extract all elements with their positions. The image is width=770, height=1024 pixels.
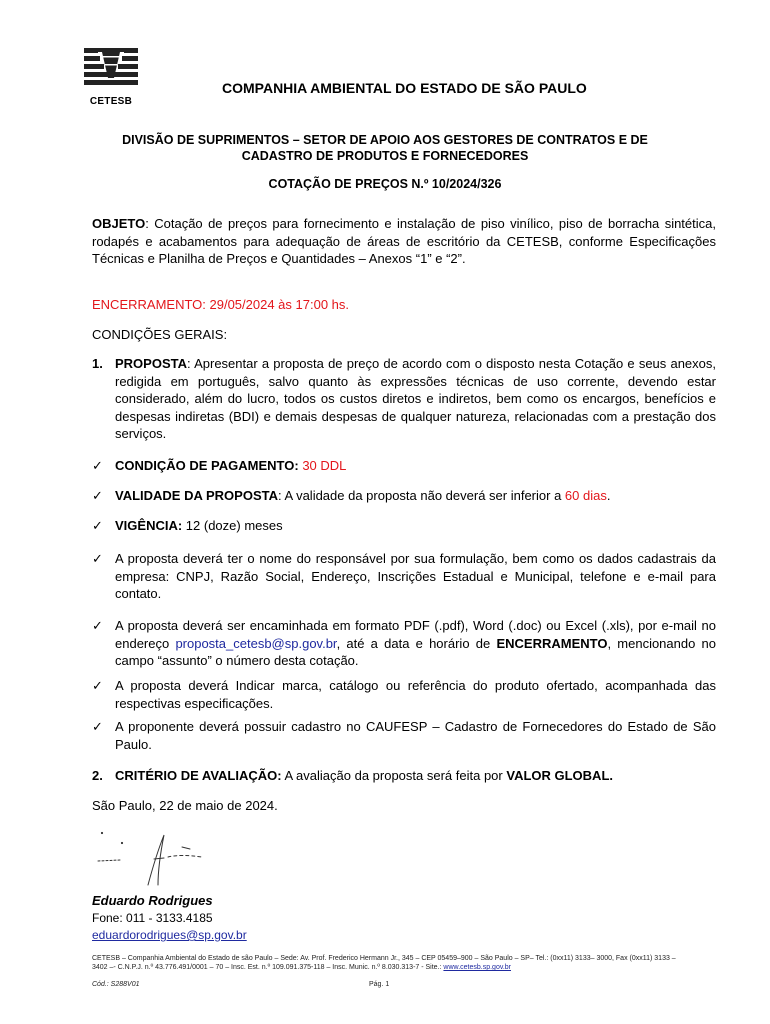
check-icon: ✓: [92, 551, 103, 566]
encaminhada-text-3: , mencionando no campo “assunto” o número desta cotação.: [115, 635, 717, 668]
criterio-label: CRITÉRIO DE AVALIAÇÃO:: [115, 768, 282, 783]
encaminhada-text-1: A proposta deverá ser encaminhada em formato PDF (.pdf), Word (.doc) ou Excel (.xls), por e-mail no endereço: [115, 618, 716, 651]
division-line-1: DIVISÃO DE SUPRIMENTOS – SETOR DE APOIO AOS GESTORES DE CONTRATOS E DE: [122, 133, 648, 147]
signature-scribble: [92, 825, 222, 895]
criterio-text: A avaliação da proposta será feita por: [281, 768, 507, 783]
check-icon: ✓: [92, 618, 103, 633]
vigencia-label: VIGÊNCIA:: [115, 518, 183, 533]
item-proposta: [92, 355, 716, 443]
company-name: COMPANHIA AMBIENTAL DO ESTADO DE SÃO PAULO: [222, 80, 587, 96]
validade-label: VALIDADE DA PROPOSTA: [115, 488, 278, 503]
footer-site-link[interactable]: www.cetesb.sp.gov.br: [443, 964, 511, 971]
document-code: Cód.: S288V01: [92, 981, 140, 988]
signature-email-link[interactable]: eduardorodrigues@sp.gov.br: [92, 928, 247, 942]
check-icon: ✓: [92, 719, 103, 734]
proposta-text: : Apresentar a proposta de preço de acordo com o disposto nesta Cotação e seus anexos, redigida em português, salvo quanto às expressões técnicas de uso corrente, devendo estar considerado, além do lucro, todos os custos diretos e indiretos, bem como os encargos, benefícios e despesas indiretas (BDI) e demais despesas de qualquer natureza, relacionadas com a prestação dos serviços.: [115, 356, 716, 441]
footer-address: [92, 954, 692, 972]
item-nome-responsavel: [92, 550, 716, 603]
objeto-text: : Cotação de preços para fornecimento e instalação de piso vinílico, piso de borracha sintética, rodapés e acabamentos para adequação de áreas de escritório da CETESB, conforme Especificações Técnicas e Planilha de Preços e Quantidades – Anexos “1” e “2”.: [92, 216, 716, 266]
validade-text: : A validade da proposta não deverá ser inferior a: [278, 488, 565, 503]
proposal-email-link[interactable]: proposta_cetesb@sp.gov.br: [175, 635, 337, 651]
page-number: Pág. 1: [369, 981, 390, 988]
validade-value: 60 dias: [564, 488, 607, 503]
item-vigencia: [92, 517, 716, 535]
pagamento-label: CONDIÇÃO DE PAGAMENTO:: [115, 458, 299, 473]
proposta-label: PROPOSTA: [115, 356, 187, 371]
check-icon: ✓: [92, 678, 103, 693]
item-validade: [92, 487, 716, 505]
vigencia-text: 12 (doze) meses: [185, 518, 283, 533]
nome-responsavel-text: A proposta deverá ter o nome do responsável por sua formulação, bem como os dados cadastrais da empresa: CNPJ, Razão Social, Endereço, Inscrições Estadual e Municipal, telefone e e-mail para contato.: [115, 551, 716, 601]
objeto-label: OBJETO: [92, 216, 146, 231]
quote-title: COTAÇÃO DE PREÇOS N.º 10/2024/326: [268, 177, 502, 191]
check-icon: ✓: [92, 518, 103, 533]
pagamento-value: 30 DDL: [302, 458, 347, 473]
item-caufesp: [92, 718, 716, 753]
caufesp-text: A proponente deverá possuir cadastro no CAUFESP – Cadastro de Fornecedores do Estado de São Paulo.: [115, 719, 716, 752]
encaminhada-bold: ENCERRAMENTO: [496, 635, 608, 651]
signature-name: Eduardo Rodrigues: [92, 893, 213, 908]
item-number: 2.: [92, 768, 103, 783]
item-criterio: [92, 767, 716, 785]
date-line: São Paulo, 22 de maio de 2024.: [92, 798, 278, 813]
encerramento: ENCERRAMENTO: 29/05/2024 às 17:00 hs.: [92, 297, 349, 312]
objeto-paragraph: [92, 215, 716, 268]
item-marca: [92, 677, 716, 712]
signature-phone: Fone: 011 - 3133.4185: [92, 911, 213, 925]
division-line-2: CADASTRO DE PRODUTOS E FORNECEDORES: [241, 149, 529, 163]
division-title: [80, 132, 690, 164]
criterio-bold: VALOR GLOBAL.: [506, 768, 613, 783]
footer-text: CETESB – Companhia Ambiental do Estado de são Paulo – Sede: Av. Prof. Frederico Hermann Jr., 345 – CEP 05459–900 – São Paulo – SP– Tel.: (0xx11) 3133– 3000, Fax (0xx11) 3133 – 3402 –- C.N.P.J. n.º 43.776.491/0001 – 70 – Insc. Est. n.º 109.091.375-118 – Insc. Munic. n.º 8.030.313-7 - Site.:: [92, 955, 676, 971]
item-number: 1.: [92, 356, 103, 371]
item-pagamento: [92, 457, 716, 475]
validade-end: .: [606, 488, 611, 503]
check-icon: ✓: [92, 458, 103, 473]
encaminhada-text-2: , até a data e horário de: [336, 635, 497, 651]
logo-text: CETESB: [89, 96, 133, 107]
check-icon: ✓: [92, 488, 103, 503]
marca-text: A proposta deverá Indicar marca, catálogo ou referência do produto ofertado, acompanhada das respectivas especificações.: [115, 678, 716, 711]
condicoes-label: CONDIÇÕES GERAIS:: [92, 327, 228, 342]
item-encaminhada: [92, 617, 716, 670]
